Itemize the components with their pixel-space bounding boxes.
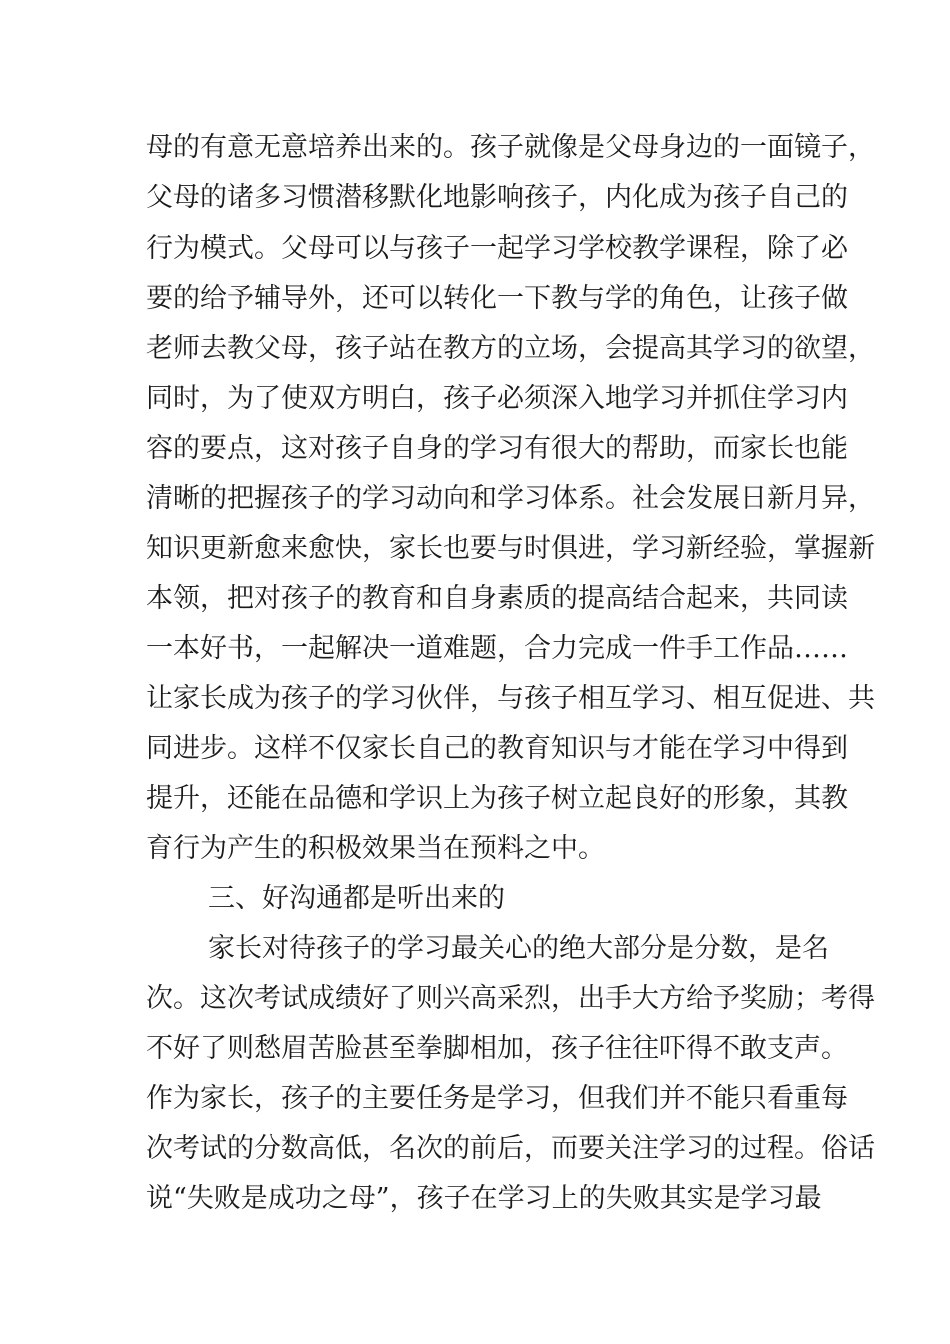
section-heading: 三、好沟通都是听出来的 xyxy=(208,883,505,914)
paragraph-line: 说“失败是成功之母”，孩子在学习上的失败其实是学习最 xyxy=(146,1183,822,1214)
paragraph-line: 同时，为了使双方明白，孩子必须深入地学习并抓住学习内 xyxy=(146,383,848,414)
paragraph-line: 让家长成为孩子的学习伙伴，与孩子相互学习、相互促进、共 xyxy=(146,683,875,714)
paragraph-line: 育行为产生的积极效果当在预料之中。 xyxy=(146,833,605,864)
paragraph-line: 本领，把对孩子的教育和自身素质的提高结合起来，共同读 xyxy=(146,583,848,614)
paragraph-line: 清晰的把握孩子的学习动向和学习体系。社会发展日新月异， xyxy=(146,483,875,514)
paragraph-line: 次。这次考试成绩好了则兴高采烈，出手大方给予奖励；考得 xyxy=(146,983,875,1014)
paragraph-line: 容的要点，这对孩子自身的学习有很大的帮助，而家长也能 xyxy=(146,433,848,464)
paragraph-line: 父母的诸多习惯潜移默化地影响孩子，内化成为孩子自己的 xyxy=(146,182,848,213)
paragraph-line: 行为模式。父母可以与孩子一起学习学校教学课程，除了必 xyxy=(146,233,848,264)
paragraph-line: 母的有意无意培养出来的。孩子就像是父母身边的一面镜子， xyxy=(146,132,875,163)
paragraph-line: 提升，还能在品德和学识上为孩子树立起良好的形象，其教 xyxy=(146,783,848,814)
paragraph-line: 一本好书，一起解决一道难题，合力完成一件手工作品…… xyxy=(146,633,848,664)
paragraph-line: 不好了则愁眉苦脸甚至拳脚相加，孩子往往吓得不敢支声。 xyxy=(146,1033,848,1064)
paragraph-line: 作为家长，孩子的主要任务是学习，但我们并不能只看重每 xyxy=(146,1083,848,1114)
paragraph-line: 老师去教父母，孩子站在教方的立场，会提高其学习的欲望， xyxy=(146,333,875,364)
paragraph-line: 知识更新愈来愈快，家长也要与时俱进，学习新经验，掌握新 xyxy=(146,533,875,564)
paragraph-line: 同进步。这样不仅家长自己的教育知识与才能在学习中得到 xyxy=(146,733,848,764)
paragraph-line: 次考试的分数高低，名次的前后，而要关注学习的过程。俗话 xyxy=(146,1133,875,1164)
paragraph-line: 家长对待孩子的学习最关心的绝大部分是分数，是名 xyxy=(208,933,829,964)
paragraph-line: 要的给予辅导外，还可以转化一下教与学的角色，让孩子做 xyxy=(146,283,848,314)
